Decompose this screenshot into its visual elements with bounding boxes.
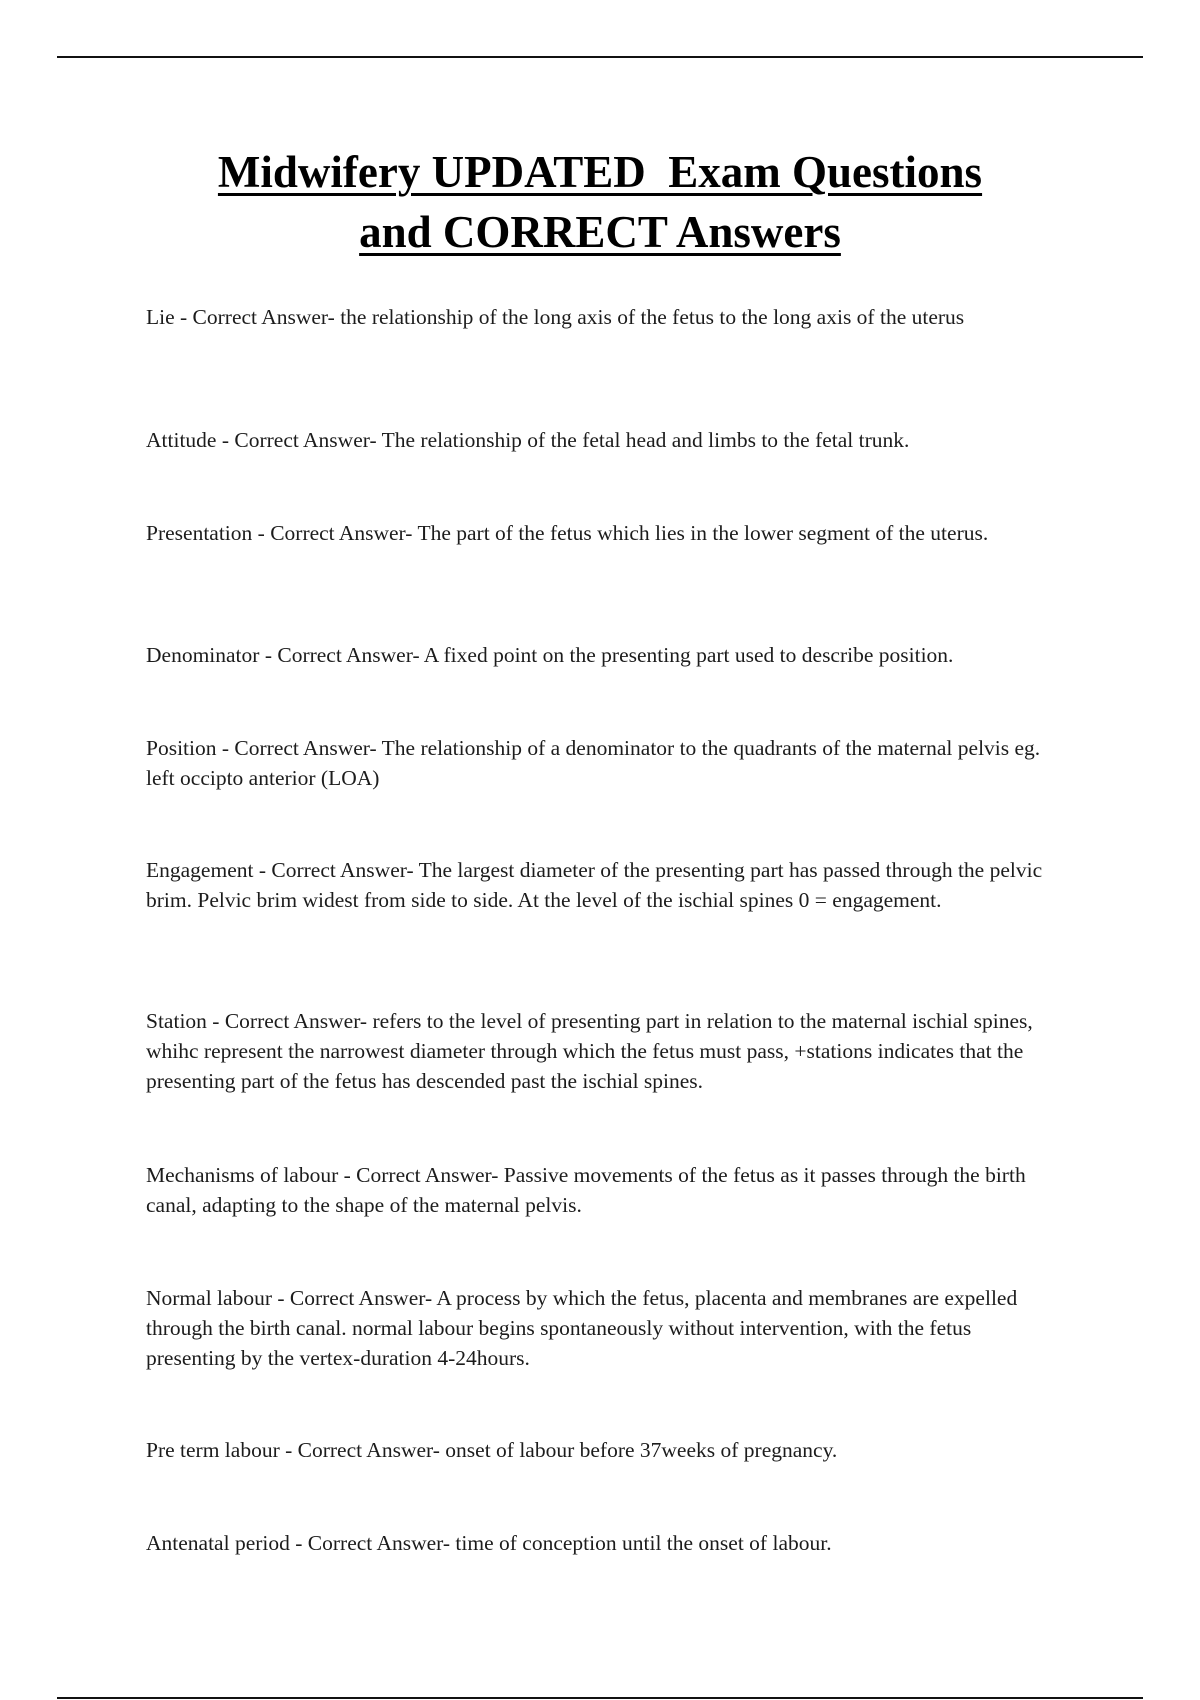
qa-item-pre-term-labour: Pre term labour - Correct Answer- onset of labour before 37weeks of pregnancy. xyxy=(146,1437,838,1462)
qa-item-attitude: Attitude - Correct Answer- The relationship of the fetal head and limbs to the fetal trunk. xyxy=(146,427,910,452)
document-title xyxy=(0,142,1200,262)
qa-item-normal-labour: Normal labour - Correct Answer- A process by which the fetus, placenta and membranes are expelled through the birth canal. normal labour begins spontaneously without intervention, with the fetus presenting by the vertex-duration 4-24hours. xyxy=(146,1285,1018,1370)
qa-item-engagement: Engagement - Correct Answer- The largest diameter of the presenting part has passed through the pelvic brim. Pelvic brim widest from side to side. At the level of the ischial spines 0 = engagement. xyxy=(146,857,1043,912)
bottom-rule xyxy=(57,1697,1143,1699)
title-line-1: Midwifery UPDATED Exam Questions xyxy=(217,147,983,197)
qa-item-antenatal-period: Antenatal period - Correct Answer- time of conception until the onset of labour. xyxy=(146,1530,832,1555)
qa-item-presentation: Presentation - Correct Answer- The part of the fetus which lies in the lower segment of the uterus. xyxy=(146,520,989,545)
qa-item-denominator: Denominator - Correct Answer- A fixed point on the presenting part used to describe position. xyxy=(146,642,954,667)
top-rule xyxy=(57,56,1143,58)
qa-item-lie: Lie - Correct Answer- the relationship of the long axis of the fetus to the long axis of the uterus xyxy=(146,304,965,329)
qa-item-station: Station - Correct Answer- refers to the level of presenting part in relation to the maternal ischial spines, whihc represent the narrowest diameter through which the fetus must pass, +stations indicates that the presenting part of the fetus has descended past the ischial spines. xyxy=(146,1008,1033,1093)
title-line-2: and CORRECT Answers xyxy=(359,207,841,257)
qa-item-mechanisms-of-labour: Mechanisms of labour - Correct Answer- Passive movements of the fetus as it passes through the birth canal, adapting to the shape of the maternal pelvis. xyxy=(146,1162,1026,1217)
qa-item-position: Position - Correct Answer- The relationship of a denominator to the quadrants of the maternal pelvis eg. left occipto anterior (LOA) xyxy=(146,735,1041,790)
